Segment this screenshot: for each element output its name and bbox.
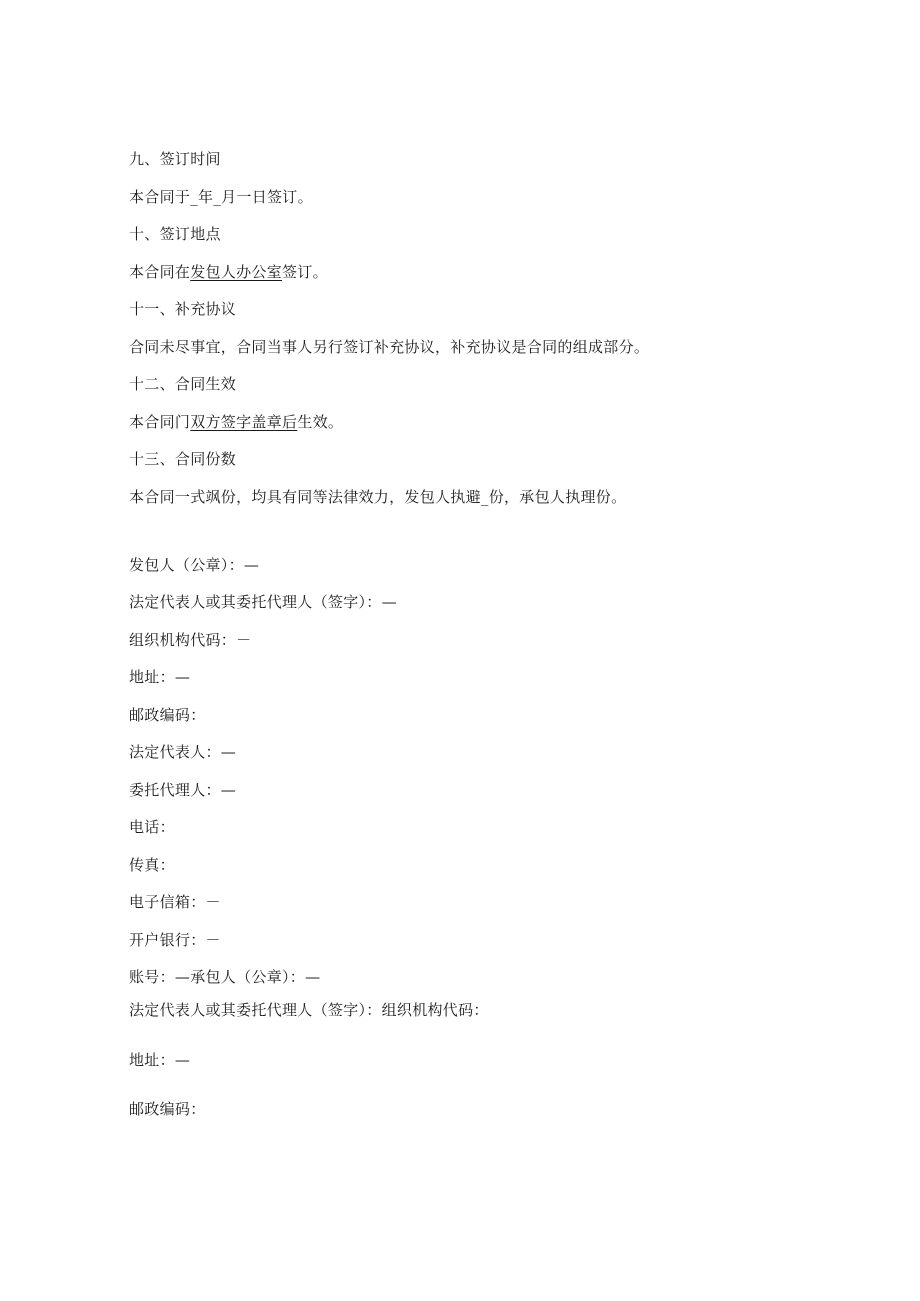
employer-org-code: 组织机构代码：－ <box>129 631 252 649</box>
signing-place-prefix: 本合同在 <box>129 263 191 281</box>
employer-email: 电子信箱：－ <box>129 893 221 911</box>
signing-place-heading: 十、签订地点 <box>129 225 221 243</box>
effect-text <box>129 412 343 432</box>
effect-heading: 十二、合同生效 <box>129 375 237 393</box>
employer-fax: 传真： <box>129 856 175 874</box>
contractor-postcode: 邮政编码： <box>129 1100 206 1118</box>
employer-account-contractor-seal: 账号：—承包人（公章）：— <box>129 968 321 986</box>
employer-legal-rep: 法定代表人：— <box>129 743 237 761</box>
signing-time-heading: 九、签订时间 <box>129 150 221 168</box>
signing-place-suffix: 签订。 <box>282 263 328 281</box>
effect-underlined: 双方签字盖章后 <box>190 413 298 431</box>
employer-phone: 电话： <box>129 818 175 836</box>
contractor-address: 地址：— <box>129 1051 191 1069</box>
signing-place-underlined: 发包人办公室 <box>190 263 283 281</box>
supplement-heading: 十一、补充协议 <box>129 300 237 318</box>
employer-seal: 发包人（公章）：— <box>129 556 260 574</box>
copies-heading: 十三、合同份数 <box>129 450 237 468</box>
contractor-legal-rep-org-code: 法定代表人或其委托代理人（签字）：组织机构代码： <box>129 1001 489 1019</box>
employer-postcode: 邮政编码： <box>129 706 206 724</box>
copies-text: 本合同一式飒份，均具有同等法律效力，发包人执避_份，承包人执理份。 <box>129 488 627 506</box>
employer-bank: 开户银行：－ <box>129 931 221 949</box>
signing-time-text: 本合同于_年_月一日签订。 <box>129 188 313 206</box>
employer-address: 地址：— <box>129 668 191 686</box>
effect-prefix: 本合同门 <box>129 413 191 431</box>
supplement-text: 合同未尽事宜，合同当事人另行签订补充协议，补充协议是合同的组成部分。 <box>129 338 650 356</box>
employer-legal-rep-sign: 法定代表人或其委托代理人（签字）：— <box>129 593 397 611</box>
signing-place-text <box>129 262 328 282</box>
effect-suffix: 生效。 <box>297 413 344 431</box>
employer-agent: 委托代理人：— <box>129 781 237 799</box>
